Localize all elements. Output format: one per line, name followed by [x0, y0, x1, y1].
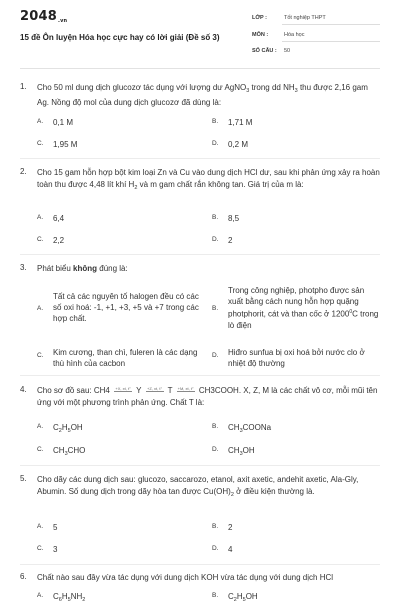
divider [282, 24, 380, 25]
option-label: C. [37, 446, 44, 453]
meta-key: LỚP : [252, 15, 267, 21]
meta-value: Tốt nghiệp THPT [284, 15, 326, 21]
meta-value: 50 [284, 48, 291, 54]
option-label: B. [212, 592, 219, 599]
option-text: 6,4 [53, 214, 65, 223]
option-text: 2 [228, 236, 233, 245]
option-label: A. [37, 523, 44, 530]
option-label: D. [212, 545, 219, 552]
question-number: 2. [20, 167, 27, 176]
option-text: 2 [228, 523, 233, 532]
option-text: $CH_3COONa$ [228, 423, 272, 434]
option-text: 0,1 M [53, 118, 74, 127]
question-text: Cho 15 gam hỗn hợp bột kim loại Zn và Cu vào dung dịch HCl dư, sau khi phản ứng xảy ra hoàn toàn thu được 4,48 lít khí $H_2$ và m gam chất rắn không tan. Giá trị của m là: [37, 168, 380, 191]
question-2 [20, 167, 380, 203]
option-label: B. [212, 214, 219, 221]
option-text: 1,95 M [53, 140, 78, 149]
option-a[interactable] [37, 291, 203, 331]
question-divider [20, 158, 380, 159]
option-text: 8,5 [228, 214, 240, 223]
question-divider [20, 564, 380, 565]
option-text: 5 [53, 523, 58, 532]
option-text: $C_2H_5OH$ [53, 423, 83, 434]
option-label: D. [212, 236, 219, 243]
option-label: B. [212, 523, 219, 530]
document-title: 15 đề Ôn luyện Hóa học cực hay có lời giải (Đề số 3) [20, 33, 220, 42]
option-label: C. [37, 545, 44, 552]
question-3 [20, 263, 380, 275]
question-1 [20, 82, 380, 106]
meta-value: Hóa học [284, 32, 305, 38]
option-label: D. [212, 140, 219, 147]
option-label: C. [37, 236, 44, 243]
question-text: Cho sơ đồ sau: CH4 +X, xt, t° Y +Z, xt, t° T +M, xt, t° CH3COOH. X, Z, M là các chất vô cơ, mỗi mũi tên ứng với một phương trình phản ứng. Chất T là: [37, 386, 378, 407]
option-text: Hiđro sunfua bị oxi hoá bởi nước clo ở nhiệt độ thường [228, 348, 365, 368]
option-text: 1,71 M [228, 118, 253, 127]
document-header [0, 0, 400, 66]
question-text: Cho dãy các dung dịch sau: glucozo, saccarozo, etanol, axit axetic, andehit axetic, Ala-Gly, Abumin. Số dung dịch trong dãy hòa tan được $Cu(OH)_2$ ở điều kiện thường là. [37, 475, 359, 498]
option-text: $C_2H_5OH$ [228, 592, 258, 603]
option-text: 4 [228, 545, 233, 554]
question-number: 3. [20, 263, 27, 272]
option-label: A. [37, 592, 44, 599]
option-text: Trong công nghiệp, photpho được sản xuất bằng cách nung hỗn hợp quặng photphorit, cát và than cốc ở 1200$^0$C trong lò điện [228, 286, 379, 330]
question-text: Phát biểu không đúng là: [37, 264, 128, 273]
question-number: 6. [20, 572, 27, 581]
option-text: 2,2 [53, 236, 65, 245]
site-logo[interactable]: 2048.vn [20, 9, 68, 24]
meta-key: SỐ CÂU : [252, 48, 277, 54]
option-text: Tất cả các nguyên tố halogen đều có các số oxi hoá: -1, +1, +3, +5 và +7 trong các hợp chất. [53, 292, 199, 323]
question-divider [20, 375, 380, 376]
question-6 [20, 572, 380, 584]
option-label: A. [37, 305, 44, 312]
option-text: Kim cương, than chì, fuleren là các dạng thù hình của cacbon [53, 348, 198, 368]
option-b[interactable] [212, 285, 380, 335]
logo-suffix: .vn [57, 18, 68, 24]
option-label: A. [37, 214, 44, 221]
option-label: D. [212, 352, 219, 359]
option-label: C. [37, 352, 44, 359]
option-label: B. [212, 118, 219, 125]
option-label: A. [37, 423, 44, 430]
option-d[interactable] [212, 347, 380, 371]
question-text: Chất nào sau đây vừa tác dụng với dung dịch KOH vừa tác dụng với dung dịch HCl [37, 573, 334, 582]
option-label: D. [212, 446, 219, 453]
option-text: 3 [53, 545, 58, 554]
question-divider [20, 254, 380, 255]
question-number: 4. [20, 385, 27, 394]
question-4 [20, 385, 380, 409]
option-label: C. [37, 140, 44, 147]
question-number: 5. [20, 474, 27, 483]
option-text: $C_6H_5NH_2$ [53, 592, 86, 603]
header-divider [20, 68, 380, 69]
option-label: B. [212, 423, 219, 430]
question-text: Cho 50 ml dung dịch glucozơ tác dụng với lượng dư AgNO$_3$ trong dd $NH_3$ thu được 2,16 gam Ag. Nồng độ mol của dung dịch glucozơ đã dùng là: [37, 83, 368, 107]
meta-key: MÔN : [252, 32, 269, 38]
option-text: 0,2 M [228, 140, 249, 149]
option-label: B. [212, 305, 219, 312]
option-text: $CH_3OH$ [228, 446, 255, 457]
question-5 [20, 474, 380, 510]
option-label: A. [37, 118, 44, 125]
question-divider [20, 465, 380, 466]
option-text: $CH_3CHO$ [53, 446, 86, 457]
option-c[interactable] [37, 347, 203, 371]
question-number: 1. [20, 82, 27, 91]
divider [282, 41, 380, 42]
